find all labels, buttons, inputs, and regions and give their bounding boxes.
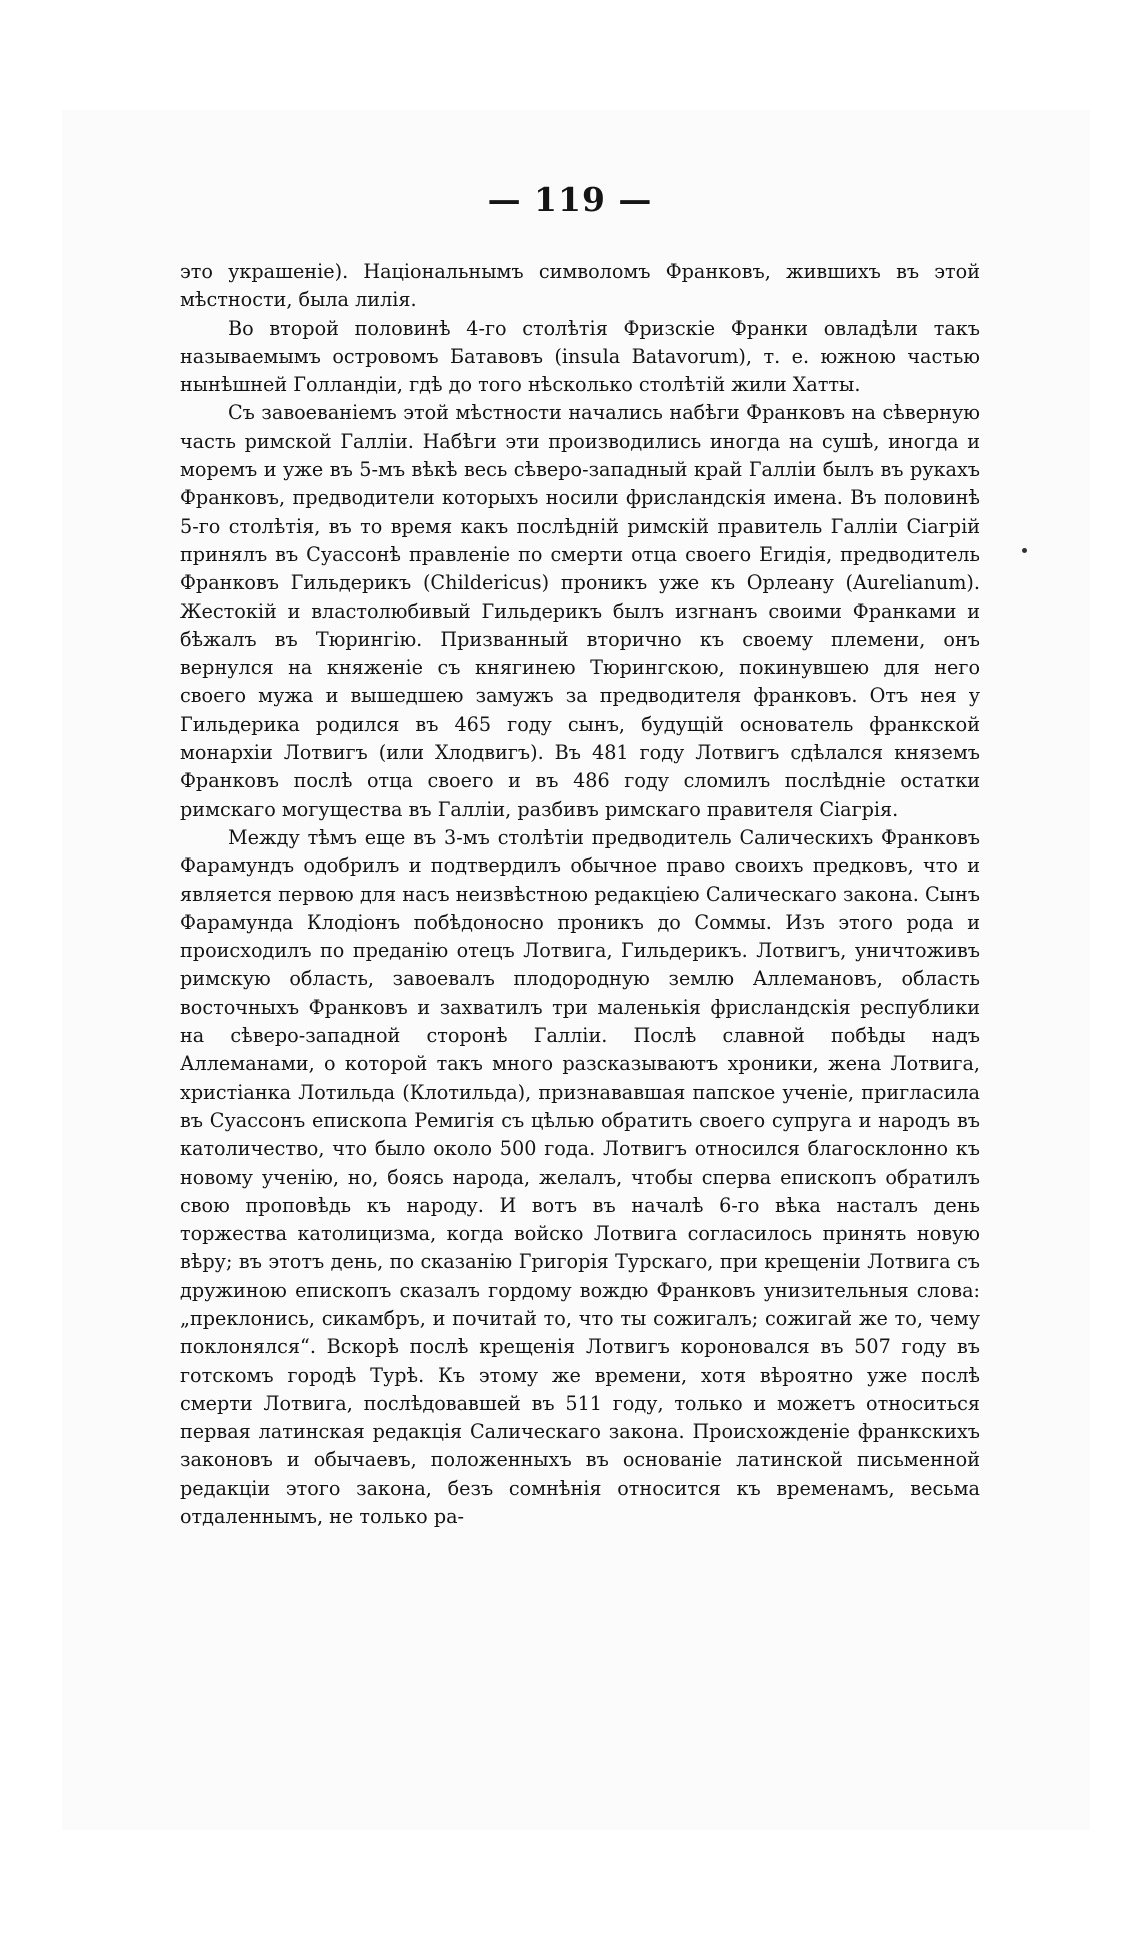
paragraph-2: Во второй половинѣ 4-го столѣтія Фризскіе Франки овладѣли такъ называемымъ островомъ Батавовъ (insula Batavorum), т. е. южною частью нынѣшней Голландіи, гдѣ до того нѣсколько столѣтій жили Хатты. [180, 316, 980, 397]
paragraph-1: это украшеніе). Національнымъ символомъ Франковъ, жившихъ въ этой мѣстности, была лилія. [180, 260, 980, 312]
ink-speck [1022, 548, 1027, 553]
paragraph-3: Съ завоеваніемъ этой мѣстности начались набѣги Франковъ на сѣверную часть римской Галліи. Набѣги эти производились иногда на сушѣ, иногда и моремъ и уже въ 5-мъ вѣкѣ весь сѣверо-западный край Галліи былъ въ рукахъ Франковъ, предводители которыхъ носили фрисландскія имена. Въ половинѣ 5-го столѣтія, въ то время какъ послѣдній римскій правитель Галліи Сіагрій принялъ въ Суассонѣ правленіе по смерти отца своего Егидія, предводитель Франковъ Гильдерикъ (Childericus) проникъ уже къ Орлеану (Aurelianum). Жестокій и властолюбивый Гильдерикъ былъ изгнанъ своими Франками и бѣжалъ въ Тюрингію. Призванный вторично къ своему племени, онъ вернулся на княженіе съ княгинею Тюрингскою, покинувшею для него своего мужа и вышедшею замужъ за предводителя франковъ. Отъ нея у Гильдерика родился въ 465 году сынъ, будущій основатель франкской монархіи Лотвигъ (или Хлодвигъ). Въ 481 году Лотвигъ сдѣлался княземъ Франковъ послѣ отца своего и въ 486 году сломилъ послѣдніе остатки римскаго могущества въ Галліи, разбивъ римскаго правителя Сіагрія. [180, 401, 980, 821]
body-text [180, 258, 980, 1531]
page-number: — 119 — [487, 180, 653, 219]
paragraph-4: Между тѣмъ еще въ 3-мъ столѣтіи предводитель Салическихъ Франковъ Фарамундъ одобрилъ и подтвердилъ обычное право своихъ предковъ, что и является первою для насъ неизвѣстною редакціею Салическаго закона. Сынъ Фарамунда Клодіонъ побѣдоносно проникъ до Соммы. Изъ этого рода и происходилъ по преданію отецъ Лотвига, Гильдерикъ. Лотвигъ, уничтоживъ римскую область, завоевалъ плодородную землю Аллемановъ, область восточныхъ Франковъ и захватилъ три маленькія фрисландскія республики на сѣверо-западной сторонѣ Галліи. Послѣ славной побѣды надъ Аллеманами, о которой такъ много разсказываютъ хроники, жена Лотвига, христіанка Лотильда (Клотильда), признававшая папское ученіе, пригласила въ Суассонъ епископа Ремигія съ цѣлью обратить своего супруга и народъ въ католичество, что было около 500 года. Лотвигъ относился благосклонно къ новому ученію, но, боясь народа, желалъ, чтобы сперва епископъ обратилъ свою проповѣдь къ народу. И вотъ въ началѣ 6-го вѣка насталъ день торжества католицизма, когда войско Лотвига согласилось принять новую вѣру; въ этотъ день, по сказанію Григорія Турскаго, при крещеніи Лотвига съ дружиною епископъ сказалъ гордому вождю Франковъ унизительныя слова: „преклонись, сикамбръ, и почитай то, что ты сожигалъ; сожигай же то, чему поклонялся“. Вскорѣ послѣ крещенія Лотвигъ короновался въ 507 году въ готскомъ городѣ Турѣ. Къ этому же времени, хотя вѣроятно уже послѣ смерти Лотвига, послѣдовавшей въ 511 году, только и можетъ относиться первая латинская редакція Салическаго закона. Происхожденіе франкскихъ законовъ и обычаевъ, положенныхъ въ основаніе латинской письменной редакціи этого закона, безъ сомнѣнія относится къ временамъ, весьма отдаленнымъ, не только ра- [180, 825, 980, 1529]
